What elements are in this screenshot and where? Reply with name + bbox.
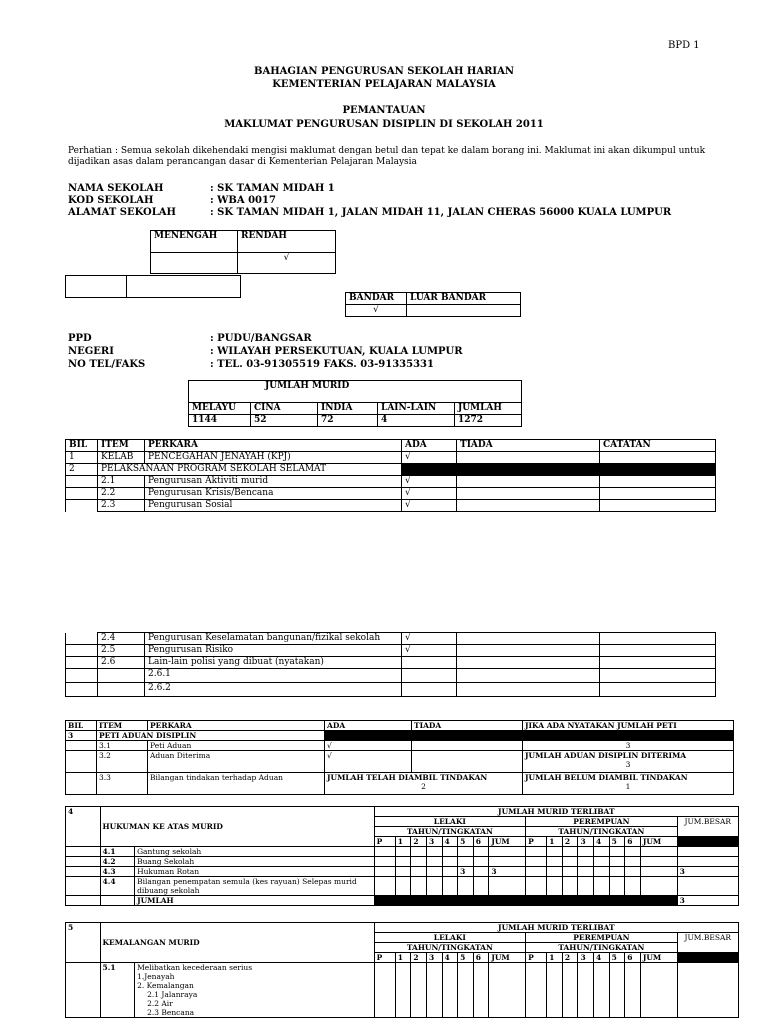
col-5: 5 <box>458 953 474 963</box>
cell-jum-besar: 3 <box>677 867 738 877</box>
student-value-cina: 52 <box>251 415 318 427</box>
cell-item: 3.2 <box>97 751 148 773</box>
line-kecederaan: Melibatkan kecederaan serius <box>137 963 253 972</box>
notice-line-2: dijadikan asas dalam perancangan dasar di Kementerian Pelajaran Malaysia <box>68 157 417 167</box>
student-value-jumlah: 1272 <box>455 415 522 427</box>
col-bil: BIL <box>66 440 98 452</box>
header-tahun-lelaki: TAHUN/TINGKATAN <box>374 943 525 953</box>
student-count-title: JUMLAH MURID <box>189 381 522 403</box>
line-jalanraya: 2.1 Jalanraya <box>147 990 198 999</box>
col-2: 2 <box>562 837 578 847</box>
col-6: 6 <box>473 953 489 963</box>
table-row <box>66 773 734 795</box>
col-5: 5 <box>458 837 474 847</box>
table-row <box>66 877 739 896</box>
cell-item: 4.3 <box>100 867 135 877</box>
label-belum-tindakan: JUMLAH BELUM DIAMBIL TINDAKAN <box>525 773 688 782</box>
table-row <box>66 476 716 488</box>
student-header-jumlah: JUMLAH <box>455 403 522 415</box>
cell-bil: 2 <box>66 464 98 476</box>
table-row <box>66 657 716 669</box>
school-code-label: KOD SEKOLAH <box>68 195 154 206</box>
cell-item: KELAB <box>98 452 145 464</box>
table-row <box>66 633 716 645</box>
table-row <box>66 741 734 751</box>
cell-jumlah-total: 3 <box>677 896 738 906</box>
student-value-melayu: 1144 <box>189 415 251 427</box>
col-perkara: PERKARA <box>148 721 325 731</box>
location-bandar-label: BANDAR <box>346 293 407 305</box>
header-perempuan: PEREMPUAN <box>526 933 677 943</box>
section-number: 4 <box>66 807 101 847</box>
cell-item: 2.6 <box>98 657 145 669</box>
col-5: 5 <box>609 837 625 847</box>
cell-perkara: 2.6.1 <box>145 669 402 683</box>
table-row <box>66 488 716 500</box>
cell-perkara: PENCEGAHAN JENAYAH (KPJ) <box>145 452 402 464</box>
cell-item: 2.5 <box>98 645 145 657</box>
cell-ada: √ <box>402 452 457 464</box>
col-3: 3 <box>578 953 594 963</box>
cell-perkara: Aduan Diterima <box>148 751 325 773</box>
cell-item: 3.1 <box>97 741 148 751</box>
blank-box <box>65 275 241 298</box>
cell-perkara: Lain-lain polisi yang dibuat (nyatakan) <box>145 657 402 669</box>
level-rendah-check: √ <box>238 253 336 274</box>
col-perkara: PERKARA <box>145 440 402 452</box>
cell-perkara: Pengurusan Aktiviti murid <box>145 476 402 488</box>
cell-jumlah-aduan <box>523 751 734 773</box>
cell-item: 2.2 <box>98 488 145 500</box>
cell-item: 4.1 <box>100 847 135 857</box>
cell-perkara: Pengurusan Risiko <box>145 645 402 657</box>
cell-belum-tindakan <box>523 773 734 795</box>
header-perempuan: PEREMPUAN <box>526 817 677 827</box>
cell-perkara: Peti Aduan <box>148 741 325 751</box>
col-1: 1 <box>547 953 563 963</box>
level-table <box>150 230 336 274</box>
cell-jumlah-label: JUMLAH <box>135 896 375 906</box>
table-row <box>66 857 739 867</box>
program-table-2 <box>65 632 716 697</box>
student-value-lain: 4 <box>378 415 455 427</box>
cell-perkara: Gantung sekolah <box>135 847 375 857</box>
col-item: ITEM <box>97 721 148 731</box>
location-luar-label: LUAR BANDAR <box>407 293 521 305</box>
table-row <box>66 464 716 476</box>
cell-jum: 3 <box>489 867 526 877</box>
col-p: P <box>526 837 547 847</box>
col-ada: ADA <box>402 440 457 452</box>
col-2: 2 <box>411 953 427 963</box>
cell-perkara: Bilangan penempatan semula (kes rayuan) Selepas murid dibuang sekolah <box>135 877 375 896</box>
header-lelaki: LELAKI <box>374 817 525 827</box>
cell-item: 4.2 <box>100 857 135 867</box>
col-jum: JUM <box>640 837 677 847</box>
col-4: 4 <box>594 837 610 847</box>
level-menengah-label: MENENGAH <box>151 231 238 253</box>
col-2: 2 <box>562 953 578 963</box>
col-jum: JUM <box>489 837 526 847</box>
ppd-label: PPD <box>68 333 92 344</box>
header-jumlah-murid: JUMLAH MURID TERLIBAT <box>374 923 738 933</box>
location-table <box>345 292 521 317</box>
col-ada: ADA <box>325 721 412 731</box>
label-jumlah-aduan: JUMLAH ADUAN DISIPLIN DITERIMA <box>525 751 687 760</box>
value-jumlah-aduan: 3 <box>625 760 631 769</box>
col-3: 3 <box>426 837 442 847</box>
header-jum-besar: JUM.BESAR <box>677 933 738 953</box>
punishment-table <box>65 806 739 906</box>
cell-item: 2.1 <box>98 476 145 488</box>
col-4: 4 <box>594 953 610 963</box>
cell-ada: √ <box>402 500 457 512</box>
col-6: 6 <box>625 837 641 847</box>
table-row <box>66 500 716 512</box>
col-tiada: TIADA <box>457 440 600 452</box>
program-table-1 <box>65 439 716 512</box>
col-jum: JUM <box>489 953 526 963</box>
cell-bil: 1 <box>66 452 98 464</box>
line-bencana: 2.3 Bencana <box>147 1008 195 1017</box>
col-p: P <box>374 953 395 963</box>
cell-bil: 3 <box>66 731 97 741</box>
col-1: 1 <box>395 953 411 963</box>
table-row <box>66 452 716 464</box>
cell-ada: √ <box>402 645 457 657</box>
col-catatan: CATATAN <box>600 440 716 452</box>
cell-perkara: Hukuman Rotan <box>135 867 375 877</box>
school-name-value: : SK TAMAN MIDAH 1 <box>210 183 335 194</box>
cell-perkara: Pengurusan Sosial <box>145 500 402 512</box>
line-jenayah: 1.Jenayah <box>137 972 175 981</box>
table-row <box>66 751 734 773</box>
col-bil: BIL <box>66 721 97 731</box>
table-row <box>66 867 739 877</box>
value-belum-tindakan: 1 <box>625 782 631 791</box>
table-row <box>66 896 739 906</box>
table-header-row <box>66 440 716 452</box>
cell-jumlah-peti: 3 <box>523 741 734 751</box>
cell-perkara: PETI ADUAN DISIPLIN <box>97 731 325 741</box>
notice-line-1: Perhatian : Semua sekolah dikehendaki mengisi maklumat dengan betul dan tepat ke dalam borang ini. Maklumat ini akan dikumpul untuk <box>68 146 706 156</box>
col-3: 3 <box>426 953 442 963</box>
col-jumlah-peti: JIKA ADA NYATAKAN JUMLAH PETI <box>523 721 734 731</box>
student-value-india: 72 <box>318 415 378 427</box>
complaint-table <box>65 720 734 795</box>
col-6: 6 <box>473 837 489 847</box>
level-rendah-label: RENDAH <box>238 231 336 253</box>
col-4: 4 <box>442 837 458 847</box>
cell-ada: √ <box>402 633 457 645</box>
col-5: 5 <box>609 953 625 963</box>
table-row <box>66 963 739 1018</box>
student-header-india: INDIA <box>318 403 378 415</box>
table-row <box>66 683 716 697</box>
cell-perkara: Pengurusan Krisis/Bencana <box>145 488 402 500</box>
school-name-label: NAMA SEKOLAH <box>68 183 164 194</box>
tel-value: : TEL. 03-91305519 FAKS. 03-91335331 <box>210 359 434 370</box>
cell-perkara: Bilangan tindakan terhadap Aduan <box>148 773 325 795</box>
header-tahun-perempuan: TAHUN/TINGKATAN <box>526 943 677 953</box>
table-row <box>66 731 734 741</box>
table-row <box>66 669 716 683</box>
label-telah-tindakan: JUMLAH TELAH DIAMBIL TINDAKAN <box>327 773 488 782</box>
cell-value: 3 <box>458 867 474 877</box>
form-code: BPD 1 <box>668 40 700 51</box>
header-jumlah-murid: JUMLAH MURID TERLIBAT <box>374 807 738 817</box>
cell-perkara: PELAKSANAAN PROGRAM SEKOLAH SELAMAT <box>98 464 402 476</box>
cell-ada: √ <box>325 741 412 751</box>
table-row <box>66 847 739 857</box>
col-3: 3 <box>578 837 594 847</box>
tel-label: NO TEL/FAKS <box>68 359 146 370</box>
page-title: MAKLUMAT PENGURUSAN DISIPLIN DI SEKOLAH 2011 <box>224 119 544 130</box>
ppd-value: : PUDU/BANGSAR <box>210 333 312 344</box>
state-value: : WILAYAH PERSEKUTUAN, KUALA LUMPUR <box>210 346 463 357</box>
cell-ada: √ <box>325 751 412 773</box>
cell-item: 5.1 <box>100 963 135 1018</box>
state-label: NEGERI <box>68 346 114 357</box>
cell-perkara: 2.6.2 <box>145 683 402 697</box>
col-1: 1 <box>395 837 411 847</box>
col-jum: JUM <box>640 953 677 963</box>
col-1: 1 <box>547 837 563 847</box>
header-tahun-perempuan: TAHUN/TINGKATAN <box>526 827 677 837</box>
header-ministry: KEMENTERIAN PELAJARAN MALAYSIA <box>272 79 496 90</box>
cell-item: 2.3 <box>98 500 145 512</box>
table-row <box>66 645 716 657</box>
col-item: ITEM <box>98 440 145 452</box>
school-address-value: : SK TAMAN MIDAH 1, JALAN MIDAH 11, JALAN CHERAS 56000 KUALA LUMPUR <box>210 207 672 218</box>
title-pemantauan: PEMANTAUAN <box>342 105 426 116</box>
section-title: KEMALANGAN MURID <box>100 923 374 963</box>
cell-ada: √ <box>402 476 457 488</box>
accident-table <box>65 922 739 1018</box>
cell-ada: √ <box>402 488 457 500</box>
cell-perkara: Buang Sekolah <box>135 857 375 867</box>
cell-perkara <box>135 963 375 1018</box>
student-header-lain: LAIN-LAIN <box>378 403 455 415</box>
col-p: P <box>374 837 395 847</box>
header-department: BAHAGIAN PENGURUSAN SEKOLAH HARIAN <box>254 66 514 77</box>
col-tiada: TIADA <box>412 721 523 731</box>
header-lelaki: LELAKI <box>374 933 525 943</box>
col-4: 4 <box>442 953 458 963</box>
section-number: 5 <box>66 923 101 963</box>
cell-item: 3.3 <box>97 773 148 795</box>
table-header-row <box>66 721 734 731</box>
student-header-melayu: MELAYU <box>189 403 251 415</box>
cell-telah-tindakan <box>325 773 523 795</box>
student-header-cina: CINA <box>251 403 318 415</box>
header-tahun-lelaki: TAHUN/TINGKATAN <box>374 827 525 837</box>
school-address-label: ALAMAT SEKOLAH <box>68 207 176 218</box>
section-title: HUKUMAN KE ATAS MURID <box>100 807 374 847</box>
value-telah-tindakan: 2 <box>421 782 426 791</box>
cell-perkara: Pengurusan Keselamatan bangunan/fizikal sekolah <box>145 633 402 645</box>
student-count-table <box>188 380 522 427</box>
location-bandar-check: √ <box>346 305 407 317</box>
line-air: 2.2 Air <box>147 999 173 1008</box>
line-kemalangan: 2. Kemalangan <box>137 981 194 990</box>
col-p: P <box>526 953 547 963</box>
header-jum-besar: JUM.BESAR <box>677 817 738 837</box>
cell-item: 2.4 <box>98 633 145 645</box>
col-6: 6 <box>625 953 641 963</box>
cell-item: 4.4 <box>100 877 135 896</box>
col-2: 2 <box>411 837 427 847</box>
school-code-value: : WBA 0017 <box>210 195 276 206</box>
